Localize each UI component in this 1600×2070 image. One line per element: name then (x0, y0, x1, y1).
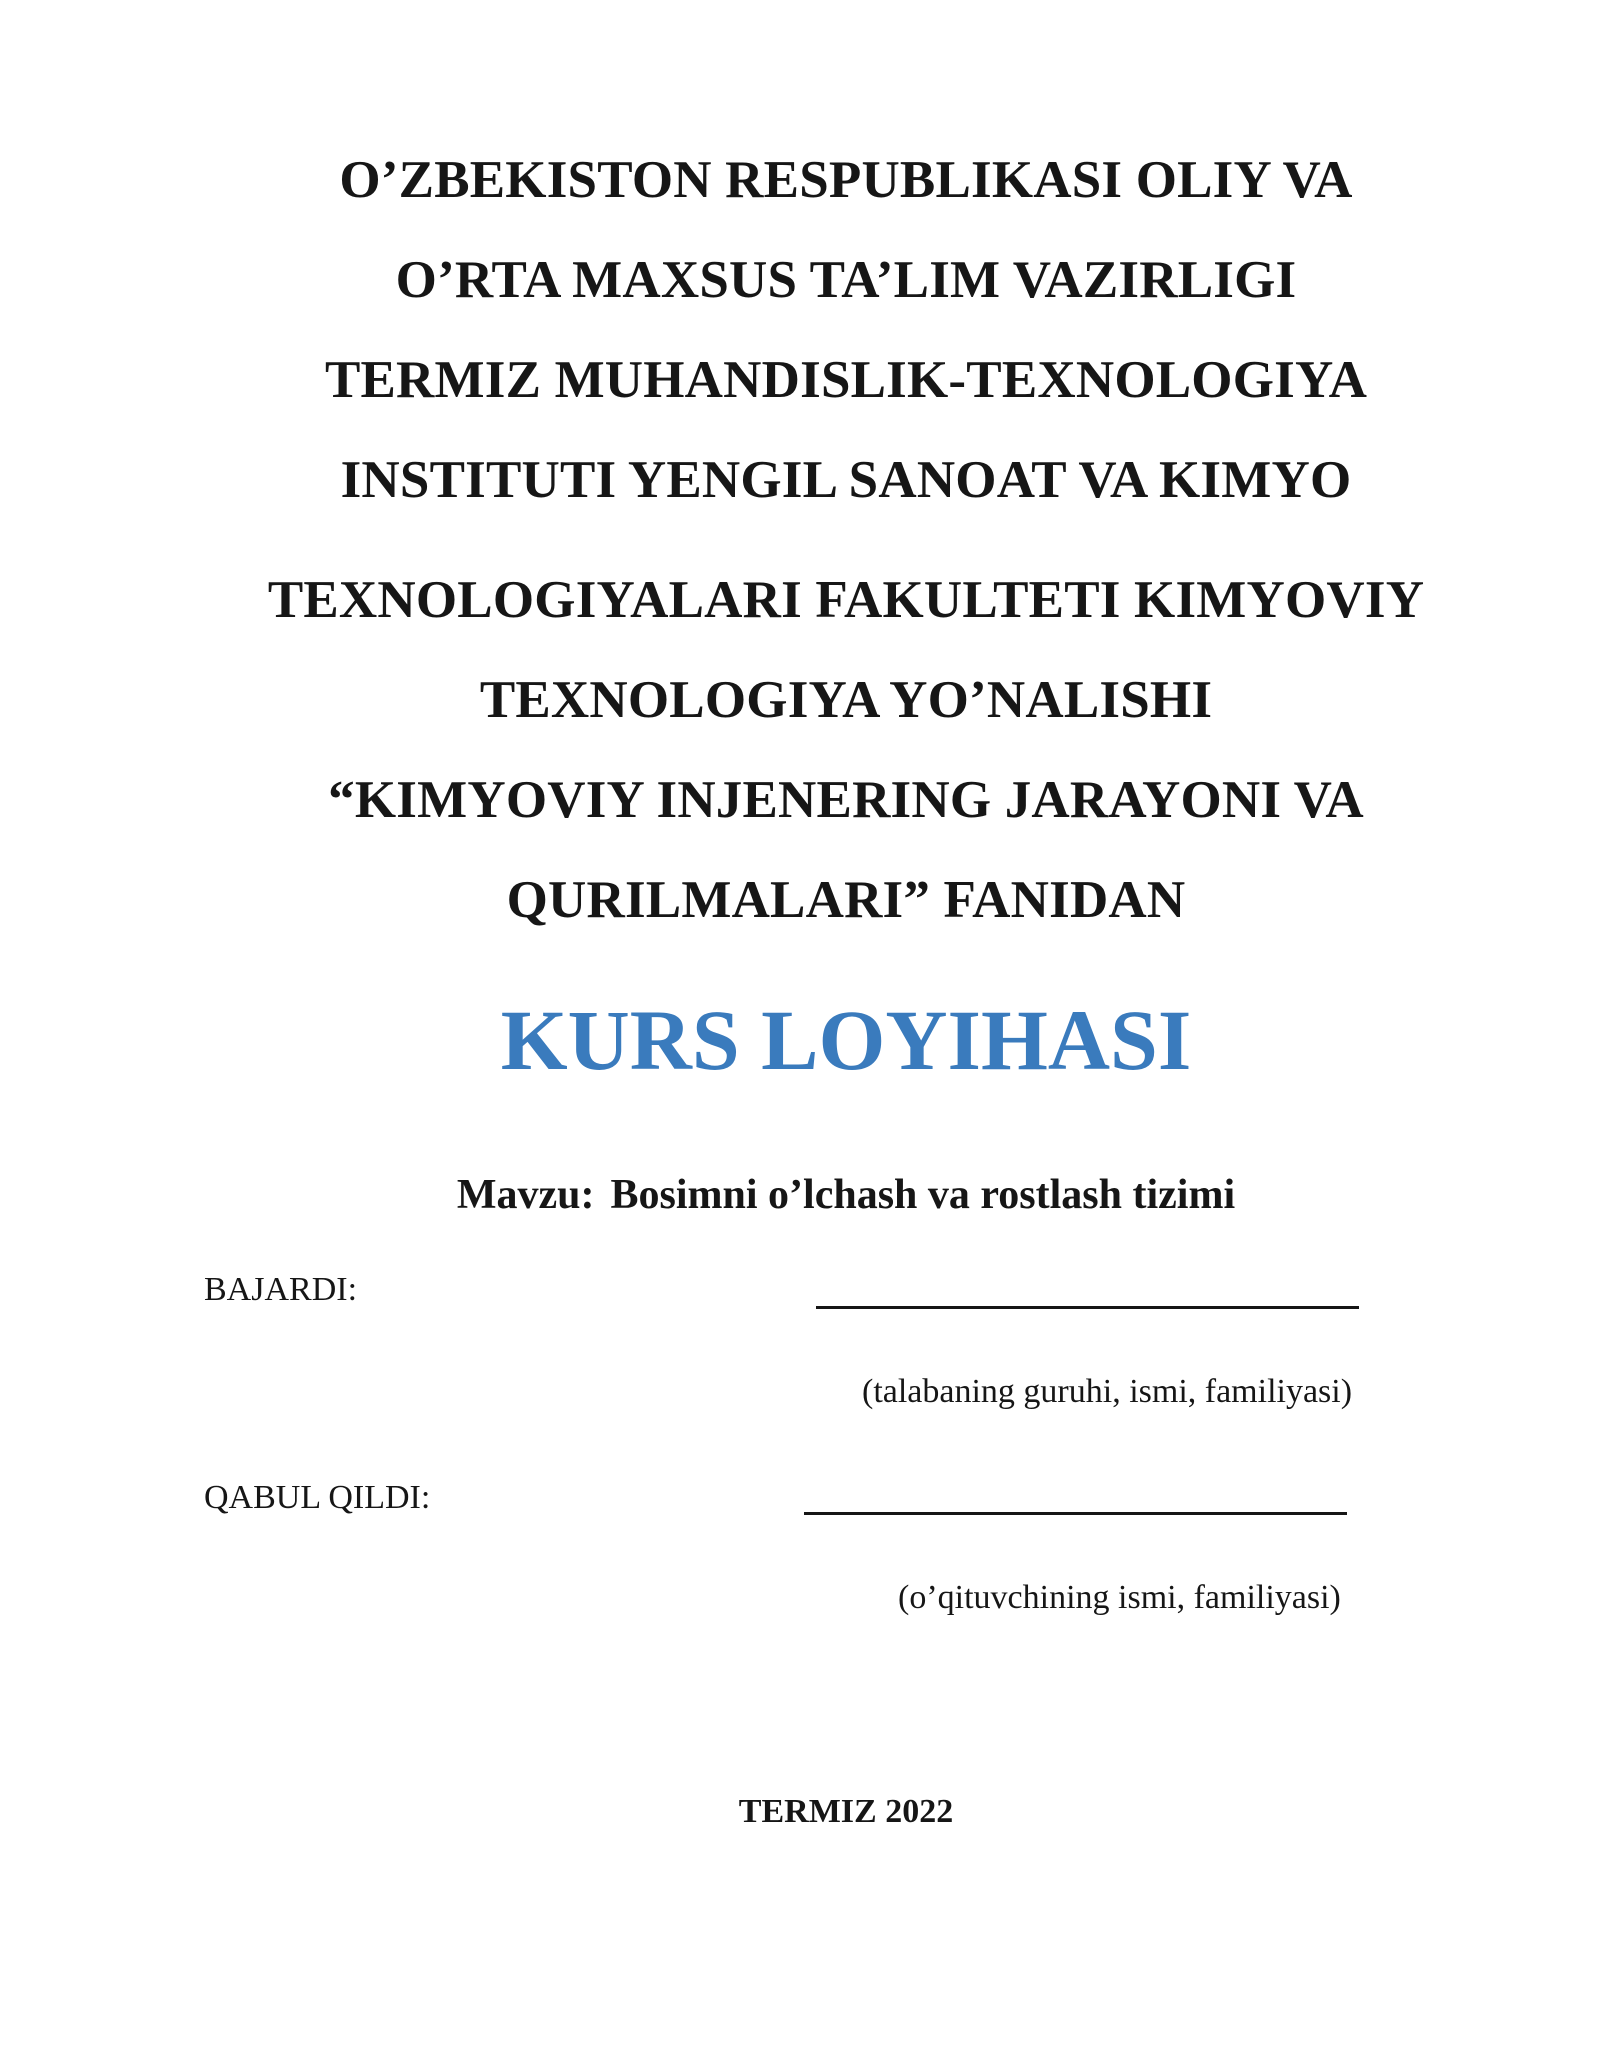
document-title: KURS LOYIHASI (500, 992, 1192, 1088)
performed-label: BAJARDI: (204, 1271, 358, 1308)
topic-value: Bosimni o’lchash va rostlash tizimi (610, 1172, 1236, 1218)
header-line-5: TEXNOLOGIYALARI FAKULTETI KIMYOVIY (267, 571, 1425, 629)
performed-hint: (talabaning guruhi, ismi, familiyasi) (862, 1373, 1353, 1410)
header-line-6: TEXNOLOGIYA YO’NALISHI (479, 671, 1213, 729)
accepted-hint: (o’qituvchining ismi, familiyasi) (898, 1579, 1341, 1616)
performed-signature-line (816, 1306, 1359, 1309)
topic-label: Mavzu: (456, 1172, 595, 1218)
header-line-2: O’RTA MAXSUS TA’LIM VAZIRLIGI (395, 251, 1297, 309)
topic-line (0, 1170, 1600, 1220)
accepted-signature-line (804, 1512, 1347, 1515)
header-line-8: QURILMALARI” FANIDAN (506, 871, 1186, 929)
header-line-4: INSTITUTI YENGIL SANOAT VA KIMYO (340, 451, 1352, 509)
accepted-label: QABUL QILDI: (204, 1479, 431, 1516)
city-year-footer: TERMIZ 2022 (738, 1793, 954, 1830)
header-line-7: “KIMYOVIY INJENERING JARAYONI VA (328, 771, 1364, 829)
header-line-3: TERMIZ MUHANDISLIK-TEXNOLOGIYA (324, 351, 1368, 409)
header-line-1: O’ZBEKISTON RESPUBLIKASI OLIY VA (339, 151, 1353, 209)
